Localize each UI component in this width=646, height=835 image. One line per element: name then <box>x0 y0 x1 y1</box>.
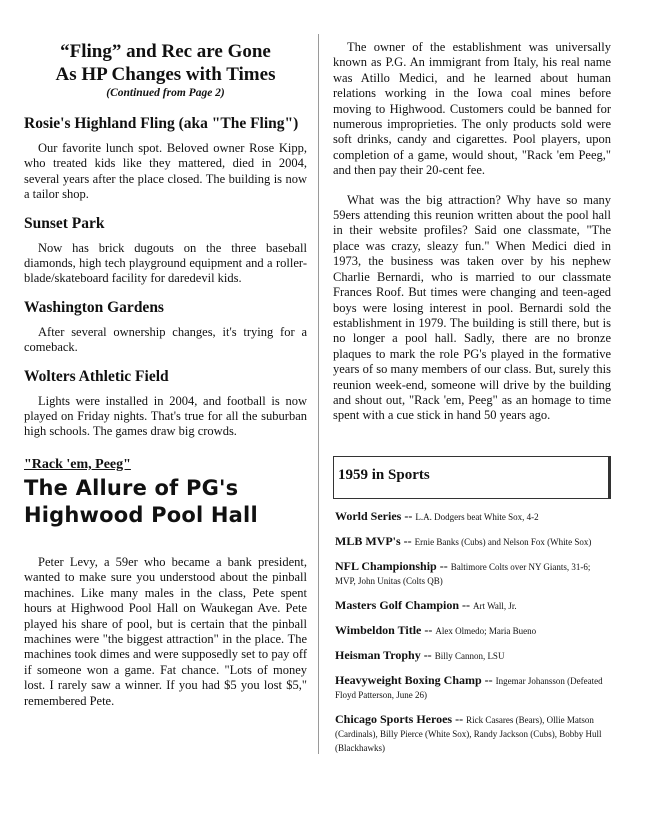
sports-item <box>333 713 611 755</box>
sports-item-label: Chicago Sports Heroes -- <box>335 712 464 726</box>
sports-item-label: Heisman Trophy -- <box>335 648 432 662</box>
sports-box-title: 1959 in Sports <box>338 467 430 483</box>
section-body: Our favorite lunch spot. Beloved owner Rose Kipp, who treated kids like they mattered, died in 2004, several years after the place closed. The building is now a tailor shop. <box>24 141 307 202</box>
section-body: Lights were installed in 2004, and football is now played on Friday nights. That's true for all the suburban high schools. The games draw big crowds. <box>24 393 307 439</box>
sports-item-label: Masters Golf Champion -- <box>335 598 470 612</box>
column-divider <box>318 34 319 754</box>
section-body: After several ownership changes, it's trying for a comeback. <box>24 324 307 355</box>
sports-item <box>333 599 611 613</box>
left-column <box>24 0 307 709</box>
title-line-1: “Fling” and Rec are Gone <box>60 41 271 62</box>
sports-item <box>333 560 611 588</box>
story-body: Peter Levy, a 59er who became a bank president, wanted to make sure you understood about the pinball machines. Like many males in the class, Pete spent hours at Highwood Pool Hall on Waukegan Ave. Pete played his share of pool, but is certain that the pinball machines were "the biggest attraction" in the place. The machines took dimes and were supposedly set to pay off if someone won a game. Fat chance. "Lots of money lost. I rarely saw a winner. If you had $5 you lost $5," remembered Pete. <box>24 554 307 708</box>
title-line-2: As HP Changes with Times <box>55 64 276 85</box>
right-column <box>333 0 611 424</box>
headline-line-2: Highwood Pool Hall <box>24 502 258 527</box>
sports-item <box>333 624 611 638</box>
sports-item <box>333 674 611 702</box>
sports-item <box>333 535 611 549</box>
story-headline <box>24 475 307 529</box>
section-heading: Washington Gardens <box>24 298 164 316</box>
sports-item-value: L.A. Dodgers beat White Sox, 4-2 <box>415 512 539 522</box>
sports-item-label: MLB MVP's -- <box>335 534 412 548</box>
section-heading: Wolters Athletic Field <box>24 367 169 385</box>
article-title <box>24 40 307 86</box>
section-heading: Sunset Park <box>24 214 105 232</box>
story-continued-paragraph: The owner of the establishment was universally known as P.G. An immigrant from Italy, his real name was Atillo Medici, and he learned about human relations working in the Iowa coal mines before moving to Highwood. Customers could be banned for numerous improprieties. The only products sold were soft drinks, candy and cigarettes. Pool players, upon completion of a game, would shout, "Rack 'em Peeg," and then pay their 20-cent fee. <box>333 40 611 178</box>
sports-item-value: Art Wall, Jr. <box>473 601 517 611</box>
sports-item-label: Wimbeldon Title -- <box>335 623 433 637</box>
section-body: Now has brick dugouts on the three baseball diamonds, high tech playground equipment and a roller-blade/skateboard facility for daredevil kids. <box>24 240 307 286</box>
sports-item-value: Ingemar Johansson (Defeated Floyd Patterson, June 26) <box>335 676 603 700</box>
sports-box <box>333 456 611 755</box>
sports-item-value: Rick Casares (Bears), Ollie Matson (Cardinals), Billy Pierce (White Sox), Randy Jackson (Cubs), Bobby Hull (Blackhawks) <box>335 715 602 753</box>
section-heading: Rosie's Highland Fling (aka "The Fling") <box>24 115 299 132</box>
sports-item-label: NFL Championship -- <box>335 559 448 573</box>
sports-item-value: Ernie Banks (Cubs) and Nelson Fox (White Sox) <box>414 537 592 547</box>
headline-line-1: The Allure of PG's <box>24 475 239 500</box>
sports-item <box>333 649 611 663</box>
story-continued-paragraph: What was the big attraction? Why have so many 59ers attending this reunion written about the pool hall in their website profiles? Said one classmate, "The place was crazy, sleazy fun." When Medici died in 1973, the business was taken over by his nephew Charlie Bernardi, who is married to our classmate Frances Roof. But times were changing and teen-aged boys were losing interest in pool. Bernardi sold the establishment in 1979. The building is still there, but is no longer a pool hall. Sadly, there are no bronze plaques to mark the role PG's played in the formative years of so many members of our class. But, surely this reunion week-end, someone will drive by the building and shout out, "Rack 'em, Peeg" as an homage to time spent with a cue stick in hand 50 years ago. <box>333 192 611 423</box>
continued-note: (Continued from Page 2) <box>106 87 225 99</box>
sports-item-label: World Series -- <box>335 509 413 523</box>
sports-item-value: Alex Olmedo; Maria Bueno <box>435 626 537 636</box>
sports-item <box>333 510 611 524</box>
sports-box-header <box>333 456 611 499</box>
sports-item-value: Baltimore Colts over NY Giants, 31-6; MVP, John Unitas (Colts QB) <box>335 562 591 586</box>
sports-item-label: Heavyweight Boxing Champ -- <box>335 673 493 687</box>
story-kicker: "Rack 'em, Peeg" <box>24 456 131 472</box>
sports-item-value: Billy Cannon, LSU <box>434 651 505 661</box>
